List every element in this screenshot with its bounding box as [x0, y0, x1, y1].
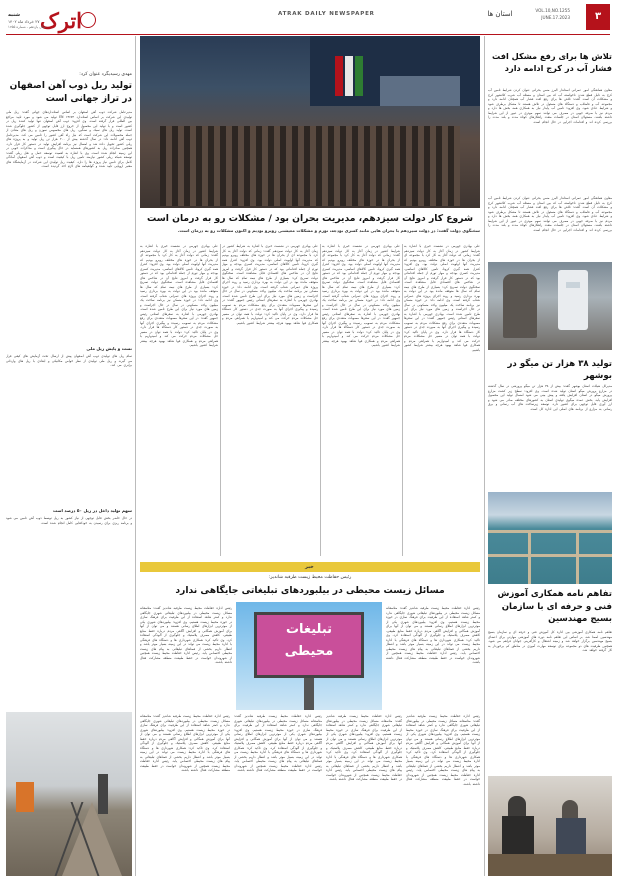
env-headline: مسائل زیست محیطی در بیلبوردهای تبلیغاتی جایگاهی ندارد	[175, 585, 445, 596]
billboard-illustration	[236, 602, 382, 710]
column-divider	[402, 244, 403, 556]
env-body-col6: رئیس اداره حفاظت محیط زیست طرقبه شاندیز گفت: متاسفانه مسائل زیست محیطی در بیلبوردهای تبلیغاتی شهری جایگاهی ندارد و کمتر شاهد استفاده از این ظرفیت برای فرهنگ سازی در حوزه محیط زیست هستیم. وی افزود: بیلبوردهای شهری یکی از موثرترین ابزارهای اطلاع رسانی هستند و می توان از آنها برای آموزش همگانی و افزایش آگاهی مردم درباره حفظ منابع طبیعی، کاهش مصرف پلاستیک و جلوگیری از آلودگی استفاده کرد. وی تاکید کرد: همکاری شهرداری ها و دستگاه های فرهنگی با اداره محیط زیست می تواند در این زمینه بسیار موثر باشد و انتظار داریم بخشی از فضاهای تبلیغاتی به پیام های زیست محیطی اختصاص یابد. رئیس اداره حفاظت محیط زیست همچنین از شهروندان خواست در حفظ طبیعت منطقه مشارکت فعال داشته باشند.	[140, 714, 230, 772]
env-body-col2: رئیس اداره حفاظت محیط زیست طرقبه شاندیز گفت: متاسفانه مسائل زیست محیطی در بیلبوردهای تبلیغاتی شهری جایگاهی ندارد و کمتر شاهد استفاده از این ظرفیت برای فرهنگ سازی در حوزه محیط زیست هستیم. وی افزود: بیلبوردهای شهری یکی از موثرترین ابزارهای اطلاع رسانی هستند و می توان از آنها برای آموزش همگانی و افزایش آگاهی مردم درباره حفظ منابع طبیعی، کاهش مصرف پلاستیک و جلوگیری از آلودگی استفاده کرد. وی تاکید کرد: همکاری شهرداری ها و دستگاه های فرهنگی با اداره محیط زیست می تواند در این زمینه بسیار موثر باشد و انتظار داریم بخشی از فضاهای تبلیغاتی به پیام های زیست محیطی اختصاص یابد. رئیس اداره حفاظت محیط زیست همچنین از شهروندان خواست در حفظ طبیعت منطقه مشارکت فعال داشته باشند.	[140, 606, 232, 664]
env-banner-label: خبر	[305, 564, 314, 570]
env-banner	[140, 562, 480, 572]
lead-body-col3: علی بهادری جهرمی در نشست خبری با اشاره به شرایط کشور در زمان آغاز به کار دولت سیزدهم گفت: زمانی که دولت آغاز به کار کرد با مجموعه ای از بحران ها در حوزه های مختلف روبرو بودیم که مدیریت آنها اولویت اصلی دولت بود. وی افزود: کنترل همه گیری کرونا، تامین کالاهای اساسی، مدیریت کسری بودجه و مهار تورم از جمله اقداماتی بود که در دستور کار قرار گرفت و امروز نتایج آن در شاخص های اقتصادی قابل مشاهده است. سخنگوی دولت تصریح کرد: بسیاری از طرح های نیمه تمام که سال ها متوقف مانده بود در این دولت به بهره برداری رسید و روند اجرای پروژه های عمرانی شتاب گرفته است. وی ادامه داد: در حوزه مسکن نیز برنامه ساخت یک میلیون واحد مسکونی در سال در حال اجراست و زمین های مورد نیاز برای این طرح تامین شده است. بهادری جهرمی با اشاره به سفرهای استانی رئیس جمهور گفت: در این سفرها مصوبات متعددی برای رفع مشکلات مردم به تصویب رسیده و پیگیری اجرای آنها به صورت جدی در دستور کار دستگاه ها قرار دارد. وی در پایان تاکید کرد: دولت با همه توان در مسیر حل مشکلات مردم حرکت می کند و امیدواریم با همراهی مردم و همکاری قوا شاهد بهبود هرچه بیشتر شرایط کشور باشیم.	[222, 244, 318, 325]
column-divider	[135, 36, 136, 876]
article-water-body: معاون هماهنگی امور عمرانی استاندار البرز ضمن بحرانی عنوان کردن شرایط تامین آب کرج به دلیل قطع شدن ناخواسته آب که بین استان و مسئله آب شرب کلانشهر کرج و مشکلات آن است گفت: تلاش ها برای رفع افت فشار آب همچنان ادامه دارد و مجموعه آب و فاضلاب و دستگاه های مسئول در تلاش هستند تا مشکل برطرف شود و شرایط عادی شود. وی افزود: تامین آب پایدار نیاز به همکاری همه بخش ها دارد و مردم نیز با صرفه جویی در مصرف می توانند سهم موثری در عبور از این شرایط داشته باشند. مسئولان استان در جلسات متعدد راهکارهای کوتاه مدت و بلند مدت را بررسی کرده اند و اقدامات اجرایی در حال انجام است.	[488, 88, 612, 124]
section-title: استان ها	[487, 10, 513, 18]
lead-body-col1: علی بهادری جهرمی در نشست خبری با اشاره به شرایط کشور در زمان آغاز به کار دولت سیزدهم گفت: زمانی که دولت آغاز به کار کرد با مجموعه ای از بحران ها در حوزه های مختلف روبرو بودیم که مدیریت آنها اولویت اصلی دولت بود. وی افزود: کنترل همه گیری کرونا، تامین کالاهای اساسی، مدیریت کسری بودجه و مهار تورم از جمله اقداماتی بود که در دستور کار قرار گرفت و امروز نتایج آن در شاخص های اقتصادی قابل مشاهده است. سخنگوی دولت تصریح کرد: بسیاری از طرح های نیمه تمام که سال ها متوقف مانده بود در این دولت به بهره برداری رسید و روند اجرای پروژه های عمرانی شتاب گرفته است. وی ادامه داد: در حوزه مسکن نیز برنامه ساخت یک میلیون واحد مسکونی در سال در حال اجراست و زمین های مورد نیاز برای این طرح تامین شده است. بهادری جهرمی با اشاره به سفرهای استانی رئیس جمهور گفت: در این سفرها مصوبات متعددی برای رفع مشکلات مردم به تصویب رسیده و پیگیری اجرای آنها به صورت جدی در دستور کار دستگاه ها قرار دارد. وی در پایان تاکید کرد: دولت با همه توان در مسیر حل مشکلات مردم حرکت می کند و امیدواریم با همراهی مردم و همکاری قوا شاهد بهبود هرچه بیشتر شرایط کشور باشیم.	[404, 244, 480, 352]
env-body-col1: رئیس اداره حفاظت محیط زیست طرقبه شاندیز گفت: متاسفانه مسائل زیست محیطی در بیلبوردهای تبلیغاتی شهری جایگاهی ندارد و کمتر شاهد استفاده از این ظرفیت برای فرهنگ سازی در حوزه محیط زیست هستیم. وی افزود: بیلبوردهای شهری یکی از موثرترین ابزارهای اطلاع رسانی هستند و می توان از آنها برای آموزش همگانی و افزایش آگاهی مردم درباره حفظ منابع طبیعی، کاهش مصرف پلاستیک و جلوگیری از آلودگی استفاده کرد. وی تاکید کرد: همکاری شهرداری ها و دستگاه های فرهنگی با اداره محیط زیست می تواند در این زمینه بسیار موثر باشد و انتظار داریم بخشی از فضاهای تبلیغاتی به پیام های زیست محیطی اختصاص یابد. رئیس اداره حفاظت محیط زیست همچنین از شهروندان خواست در حفظ طبیعت منطقه مشارکت فعال داشته باشند.	[386, 606, 480, 664]
rail-sub1-body: تمام ریل های تولیدی ذوب آهن اصفهان پیش از ارسال تحت آزمایش های کیفی قرار می گیرند و ریل ملی تولیدی از نظر خواص مکانیکی و ابعادی با ریل های وارداتی برابری می کند.	[6, 354, 132, 367]
railway-photo	[6, 712, 132, 876]
lead-headline: شروع کار دولت سیزدهم، مدیریت بحران بود / مشکلات رو به درمان است	[147, 213, 473, 224]
env-body-col5: رئیس اداره حفاظت محیط زیست طرقبه شاندیز گفت: متاسفانه مسائل زیست محیطی در بیلبوردهای تبلیغاتی شهری جایگاهی ندارد و کمتر شاهد استفاده از این ظرفیت برای فرهنگ سازی در حوزه محیط زیست هستیم. وی افزود: بیلبوردهای شهری یکی از موثرترین ابزارهای اطلاع رسانی هستند و می توان از آنها برای آموزش همگانی و افزایش آگاهی مردم درباره حفظ منابع طبیعی، کاهش مصرف پلاستیک و جلوگیری از آلودگی استفاده کرد. وی تاکید کرد: همکاری شهرداری ها و دستگاه های فرهنگی با اداره محیط زیست می تواند در این زمینه بسیار موثر باشد و انتظار داریم بخشی از فضاهای تبلیغاتی به پیام های زیست محیطی اختصاص یابد. رئیس اداره حفاظت محیط زیست همچنین از شهروندان خواست در حفظ طبیعت منطقه مشارکت فعال داشته باشند.	[234, 714, 322, 772]
rail-kicker: مهدی رسیدیگرد عنوان کرد:	[79, 72, 132, 77]
paper-name-en: ATRAK DAILY NEWSPAPER	[278, 11, 375, 17]
article-water-body-cont: معاون هماهنگی امور عمرانی استاندار البرز ضمن بحرانی عنوان کردن شرایط تامین آب کرج به دلیل قطع شدن ناخواسته آب که بین استان و مسئله آب شرب کلانشهر کرج و مشکلات آن است گفت: تلاش ها برای رفع افت فشار آب همچنان ادامه دارد و مجموعه آب و فاضلاب و دستگاه های مسئول در تلاش هستند تا مشکل برطرف شود و شرایط عادی شود. وی افزود: تامین آب پایدار نیاز به همکاری همه بخش ها دارد و مردم نیز با صرفه جویی در مصرف می توانند سهم موثری در عبور از این شرایط داشته باشند. مسئولان استان در جلسات متعدد راهکارهای کوتاه مدت و بلند مدت را بررسی کرده اند و اقدامات اجرایی در حال انجام است.	[488, 196, 612, 232]
volume-number: VOL.10,NO.1255	[535, 8, 570, 13]
volume-info	[518, 8, 570, 30]
rail-headline: تولید ریل ذوب آهن اصفهان در تراز جهانی است	[9, 81, 132, 104]
water-photo	[488, 262, 612, 350]
meeting-photo	[488, 776, 612, 876]
rail-subhead-1: تست و پایش ریل ملی	[86, 346, 132, 351]
masthead-rule	[6, 34, 610, 35]
rail-subhead-2: سهم تولید داخل در ریل ۵۰ درصد است	[52, 508, 132, 513]
env-body-col3: رئیس اداره حفاظت محیط زیست طرقبه شاندیز گفت: متاسفانه مسائل زیست محیطی در بیلبوردهای تبلیغاتی شهری جایگاهی ندارد و کمتر شاهد استفاده از این ظرفیت برای فرهنگ سازی در حوزه محیط زیست هستیم. وی افزود: بیلبوردهای شهری یکی از موثرترین ابزارهای اطلاع رسانی هستند و می توان از آنها برای آموزش همگانی و افزایش آگاهی مردم درباره حفظ منابع طبیعی، کاهش مصرف پلاستیک و جلوگیری از آلودگی استفاده کرد. وی تاکید کرد: همکاری شهرداری ها و دستگاه های فرهنگی با اداره محیط زیست می تواند در این زمینه بسیار موثر باشد و انتظار داریم بخشی از فضاهای تبلیغاتی به پیام های زیست محیطی اختصاص یابد. رئیس اداره حفاظت محیط زیست همچنین از شهروندان خواست در حفظ طبیعت منطقه مشارکت فعال داشته باشند.	[406, 714, 480, 786]
lead-kicker: سخنگوی دولت گفت: در دولت سیزدهم با بحران هایی مانند کسری بودجه، تورم و مشکلات معیشتی روبرو بودیم و اکنون مشکلات رو به درمان است.	[177, 228, 480, 233]
page-number: ۳	[594, 11, 602, 22]
column-divider	[484, 36, 485, 876]
issue-number: سال یازدهم - شماره ۱۲۵۵	[8, 25, 46, 29]
article-shrimp-body: مدیرکل شیلات استان بوشهر گفت: بیش از ۳۸ هزار تن میگو پرورشی در سال گذشته در مزارع پرورش میگو استان تولید شده است. وی افزود: سطح زیر کشت مزارع پرورش میگو در استان افزایش یافته و پیش بینی می شود امسال تولید این محصول افزایش یابد. بخش عمده میگوی تولیدی استان به کشورهای مختلف صادر می شود و ارز آوری قابل توجهی برای کشور دارد. توسعه زیرساخت های آب رسانی و برق رسانی به مزارع از برنامه های اصلی این اداره کل است.	[488, 384, 612, 411]
atrak-logo: اترک	[39, 8, 82, 33]
billboard-text-2: محیطی	[284, 644, 334, 659]
article-training-body: تفاهم نامه همکاری آموزشی بین اداره کل آموزش فنی و حرفه ای و سازمان بسیج مهندسین امضا شد. بر اساس این تفاهم نامه دوره های آموزشی مهارتی برای اعضای بسیج مهندسین برگزار خواهد شد و زمینه اشتغال و کارآفرینی جوانان فراهم می شود. همچنین ظرفیت های دو مجموعه برای توسعه مهارت آموزی در مناطق کم برخوردار به کار گرفته خواهد شد.	[488, 630, 612, 652]
article-water-title: تلاش ها برای رفع مشکل افت فشار آب در کرج ادامه دارد	[491, 51, 612, 73]
lead-body-col4: علی بهادری جهرمی در نشست خبری با اشاره به شرایط کشور در زمان آغاز به کار دولت سیزدهم گفت: زمانی که دولت آغاز به کار کرد با مجموعه ای از بحران ها در حوزه های مختلف روبرو بودیم که مدیریت آنها اولویت اصلی دولت بود. وی افزود: کنترل همه گیری کرونا، تامین کالاهای اساسی، مدیریت کسری بودجه و مهار تورم از جمله اقداماتی بود که در دستور کار قرار گرفت و امروز نتایج آن در شاخص های اقتصادی قابل مشاهده است. سخنگوی دولت تصریح کرد: بسیاری از طرح های نیمه تمام که سال ها متوقف مانده بود در این دولت به بهره برداری رسید و روند اجرای پروژه های عمرانی شتاب گرفته است. وی ادامه داد: در حوزه مسکن نیز برنامه ساخت یک میلیون واحد مسکونی در سال در حال اجراست و زمین های مورد نیاز برای این طرح تامین شده است. بهادری جهرمی با اشاره به سفرهای استانی رئیس جمهور گفت: در این سفرها مصوبات متعددی برای رفع مشکلات مردم به تصویب رسیده و پیگیری اجرای آنها به صورت جدی در دستور کار دستگاه ها قرار دارد. وی در پایان تاکید کرد: دولت با همه توان در مسیر حل مشکلات مردم حرکت می کند و امیدواریم با همراهی مردم و همکاری قوا شاهد بهبود هرچه بیشتر شرایط کشور باشیم.	[140, 244, 218, 347]
logo-seal	[80, 12, 96, 28]
masthead-logo-block	[6, 6, 126, 46]
issue-day: شنبه	[8, 12, 21, 18]
date-en: JUNE.17.2023	[541, 15, 570, 20]
lead-photo-press-conference	[140, 36, 480, 208]
env-body-col4: رئیس اداره حفاظت محیط زیست طرقبه شاندیز گفت: متاسفانه مسائل زیست محیطی در بیلبوردهای تبلیغاتی شهری جایگاهی ندارد و کمتر شاهد استفاده از این ظرفیت برای فرهنگ سازی در حوزه محیط زیست هستیم. وی افزود: بیلبوردهای شهری یکی از موثرترین ابزارهای اطلاع رسانی هستند و می توان از آنها برای آموزش همگانی و افزایش آگاهی مردم درباره حفظ منابع طبیعی، کاهش مصرف پلاستیک و جلوگیری از آلودگی استفاده کرد. وی تاکید کرد: همکاری شهرداری ها و دستگاه های فرهنگی با اداره محیط زیست می تواند در این زمینه بسیار موثر باشد و انتظار داریم بخشی از فضاهای تبلیغاتی به پیام های زیست محیطی اختصاص یابد. رئیس اداره حفاظت محیط زیست همچنین از شهروندان خواست در حفظ طبیعت منطقه مشارکت فعال داشته باشند.	[326, 714, 402, 781]
page-number-badge	[586, 4, 610, 30]
article-shrimp-title: تولید ۳۸ هزار تن میگو در بوشهر	[507, 359, 612, 381]
env-kicker: رئیس حفاظت محیط زیست طرقبه شاندیز:	[268, 575, 352, 580]
lead-body-col2: علی بهادری جهرمی در نشست خبری با اشاره به شرایط کشور در زمان آغاز به کار دولت سیزدهم گفت: زمانی که دولت آغاز به کار کرد با مجموعه ای از بحران ها در حوزه های مختلف روبرو بودیم که مدیریت آنها اولویت اصلی دولت بود. وی افزود: کنترل همه گیری کرونا، تامین کالاهای اساسی، مدیریت کسری بودجه و مهار تورم از جمله اقداماتی بود که در دستور کار قرار گرفت و امروز نتایج آن در شاخص های اقتصادی قابل مشاهده است. سخنگوی دولت تصریح کرد: بسیاری از طرح های نیمه تمام که سال ها متوقف مانده بود در این دولت به بهره برداری رسید و روند اجرای پروژه های عمرانی شتاب گرفته است. وی ادامه داد: در حوزه مسکن نیز برنامه ساخت یک میلیون واحد مسکونی در سال در حال اجراست و زمین های مورد نیاز برای این طرح تامین شده است. بهادری جهرمی با اشاره به سفرهای استانی رئیس جمهور گفت: در این سفرها مصوبات متعددی برای رفع مشکلات مردم به تصویب رسیده و پیگیری اجرای آنها به صورت جدی در دستور کار دستگاه ها قرار دارد. وی در پایان تاکید کرد: دولت با همه توان در مسیر حل مشکلات مردم حرکت می کند و امیدواریم با همراهی مردم و همکاری قوا شاهد بهبود هرچه بیشتر شرایط کشور باشیم.	[322, 244, 400, 347]
column-divider	[320, 244, 321, 556]
shrimp-farm-photo	[488, 492, 612, 584]
billboard-text-1: تبلیغات	[285, 622, 333, 637]
column-divider	[220, 244, 221, 556]
rail-body: مدیرعامل شرکت ذوب آهن اصفهان بر اساس استانداردهای جهانی گفت: ریل ملی تولیدی این شرکت بر اساس استاندارد EN ۱۳۶۷۴ تولید می شود و مورد تایید مراجع بین المللی قرار گرفته است. وی افزود: ذوب آهن اصفهان تنها تولید کننده ریل در کشور است و با تولید این محصول از خروج ارز قابل توجهی از کشور جلوگیری شده است. تولید ریل های سبک و سنگین، ریل های مخصوص سوزن و ریل های معادن از جمله محصولات این شرکت است که نیاز راه آهن کشور را تامین می کند. مدیرعامل ذوب آهن ادامه داد: در سال گذشته بیش از ۲۰۰ هزار تن ریل تولید و به پروژه های ریلی کشور تحویل داده شد و امسال نیز برنامه افزایش تولید در دستور کار قرار دارد. همچنین صادرات ریل به کشورهای همسایه در حال پیگیری است و مذاکرات خوبی در این زمینه انجام شده است. وی با اشاره به اهمیت توسعه حمل و نقل ریلی گفت: توسعه شبکه ریلی کشور نیازمند تامین ریل با کیفیت است و ذوب آهن اصفهان آمادگی کامل برای تامین نیاز پروژه ها را دارد. کیفیت ریل تولیدی این شرکت در آزمایشگاه های معتبر اروپایی تایید شده و گواهینامه های لازم اخذ گردیده است.	[6, 110, 132, 168]
rail-sub2-body: در حال حاضر بخش قابل توجهی از نیاز کشور به ریل توسط ذوب آهن تامین می شود و برنامه ریزی برای رسیدن به خودکفایی کامل انجام شده است.	[6, 516, 132, 525]
article-training-title: تفاهم نامه همکاری آموزش فنی و حرفه ای با سازمان بسیج مهندسین	[497, 589, 612, 624]
issue-date: ۲۷ خرداد ماه ۱۴۰۲	[8, 19, 40, 24]
